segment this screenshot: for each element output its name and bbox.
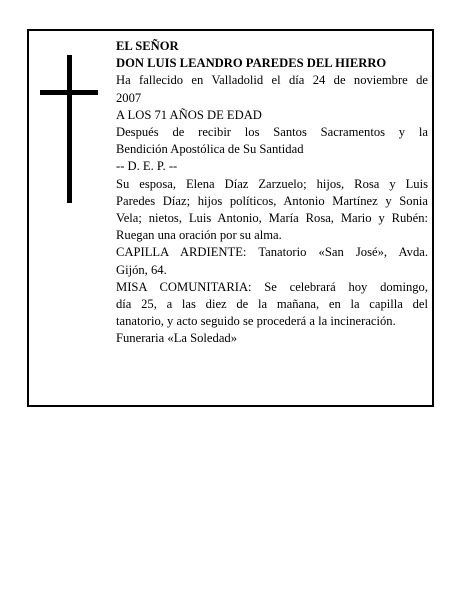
sacraments-line-1: Después de recibir los Santos Sacramentos y la (116, 125, 428, 140)
death-statement-line-2: 2007 (116, 90, 142, 105)
mass-line-2: día 25, a las diez de la mañana, en la capilla del (116, 297, 428, 312)
notice-title: EL SEÑOR (116, 39, 179, 53)
sacraments-line-2: Bendición Apostólica de Su Santidad (116, 142, 304, 157)
mass-line-1: MISA COMUNITARIA: Se celebrará hoy domingo, (116, 279, 428, 294)
family-line-3: Vela; nietos, Luis Antonio, María Rosa, Mario y Rubén: (116, 211, 428, 226)
family-line-2: Paredes Díaz; hijos políticos, Antonio Martínez y Sonia (116, 193, 428, 208)
chapel-line-1: CAPILLA ARDIENTE: Tanatorio «San José», Avda. (116, 245, 428, 260)
death-statement-line-1: Ha fallecido en Valladolid el día 24 de noviembre de (116, 73, 428, 88)
cross-icon (67, 55, 72, 203)
funeral-home: Funeraria «La Soledad» (116, 331, 237, 346)
mass-line-3: tanatorio, y acto seguido se procederá a la incineración. (116, 314, 396, 329)
chapel-line-2: Gijón, 64. (116, 262, 167, 277)
family-line-4: Ruegan una oración por su alma. (116, 228, 282, 243)
family-line-1: Su esposa, Elena Díaz Zarzuelo; hijos, Rosa y Luis (116, 176, 428, 191)
deceased-name: DON LUIS LEANDRO PAREDES DEL HIERRO (116, 56, 387, 71)
cross-icon-bar (40, 90, 98, 95)
age-statement: A LOS 71 AÑOS DE EDAD (116, 107, 262, 122)
notice-body (116, 38, 428, 348)
rip-line: -- D. E. P. -- (116, 159, 178, 174)
